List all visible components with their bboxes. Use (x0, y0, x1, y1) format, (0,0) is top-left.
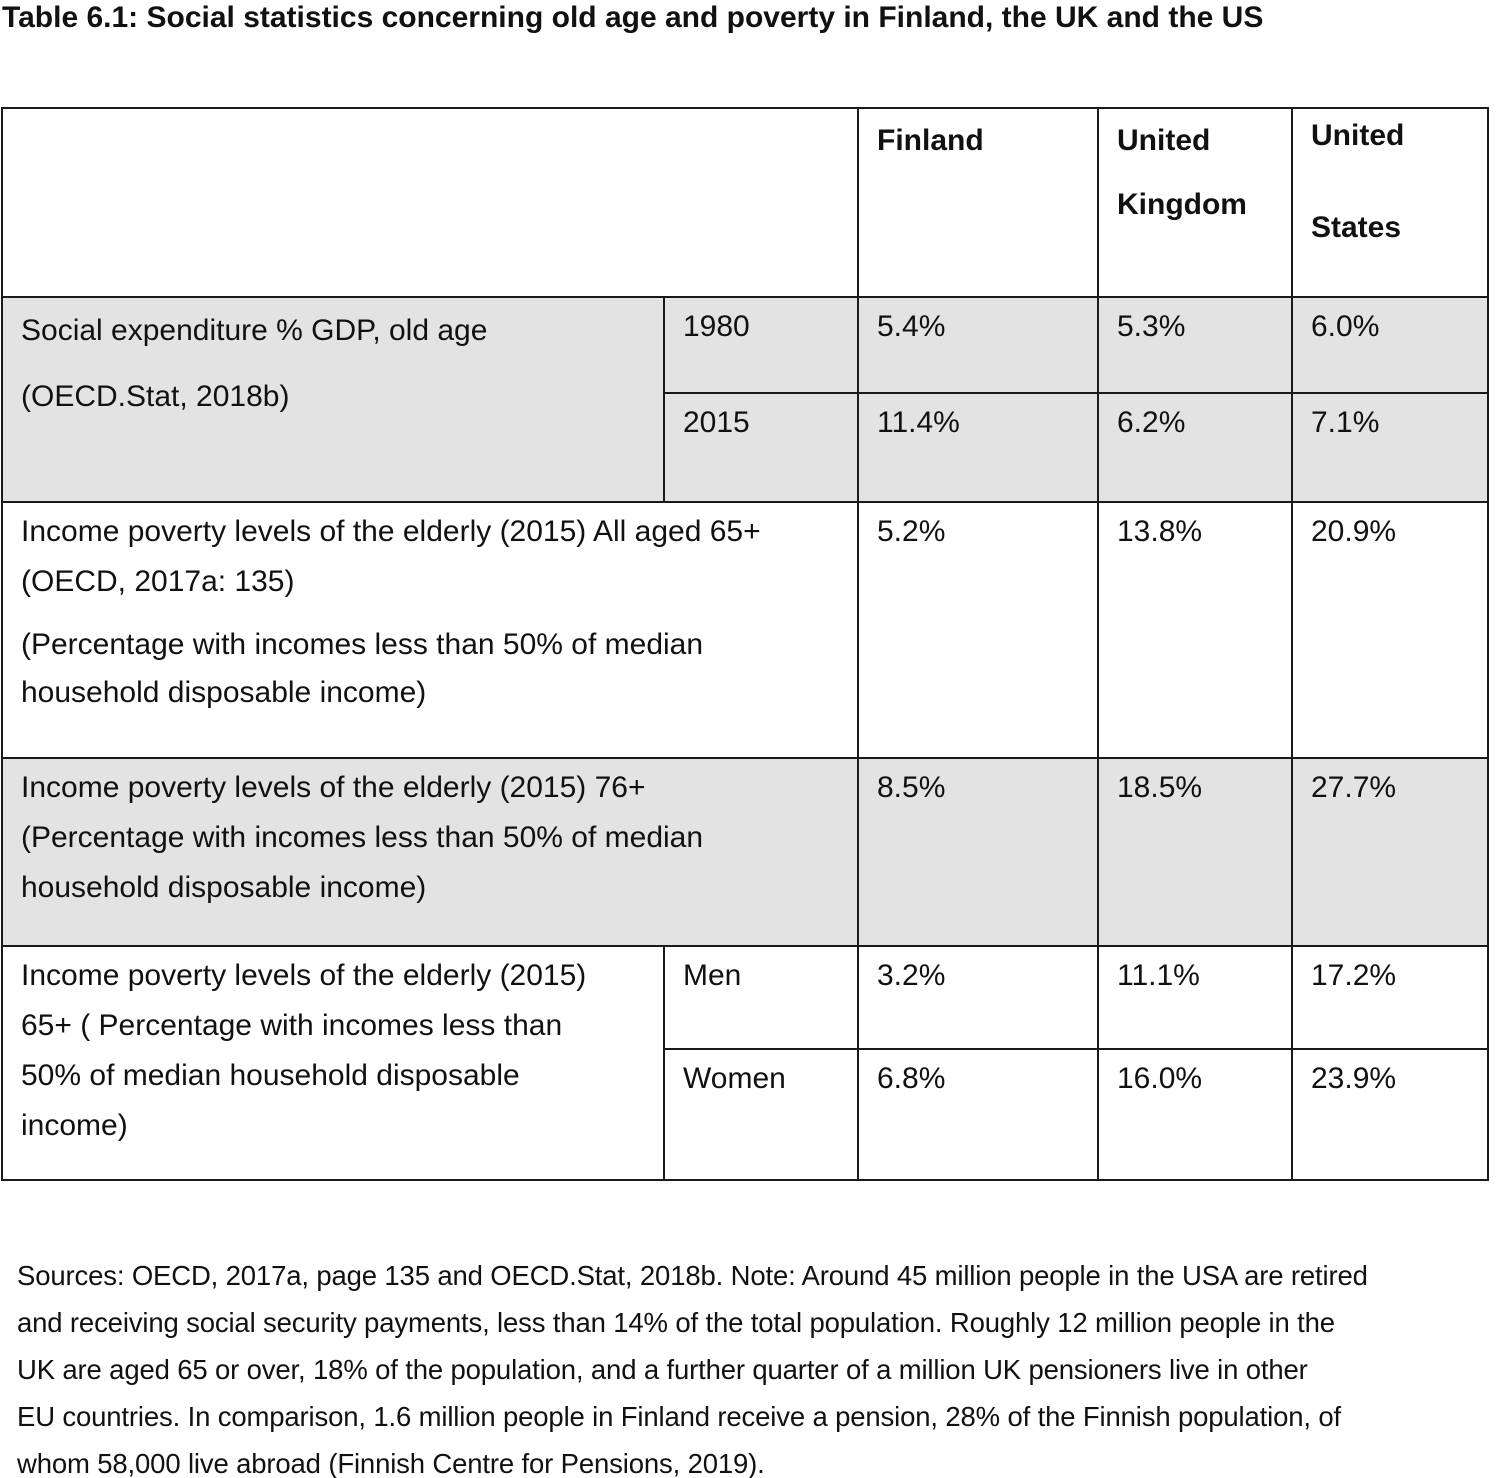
value-cell: 5.2% (858, 502, 1098, 758)
poverty-all-label: Income poverty levels of the elderly (2015) All aged 65+ (OECD, 2017a: 135) (Percentage with incomes less than 50% of median household disposable income) (2, 502, 858, 758)
note-line: and receiving social security payments, less than 14% of the total population. Roughly 12 million people in the (17, 1307, 1335, 1338)
value-cell: 8.5% (858, 758, 1098, 946)
value-cell: 13.8% (1098, 502, 1292, 758)
value-cell: 11.1% (1098, 946, 1292, 1049)
table-row (2, 297, 1488, 393)
group-cell: Women (664, 1049, 858, 1180)
header-united-kingdom: United Kingdom (1098, 108, 1292, 297)
table-row (2, 946, 1488, 1049)
group-cell: Men (664, 946, 858, 1049)
sources-note (17, 1252, 1500, 1478)
value-cell: 5.3% (1098, 297, 1292, 393)
value-cell: 16.0% (1098, 1049, 1292, 1180)
year-cell: 2015 (664, 393, 858, 502)
value-cell: 20.9% (1292, 502, 1488, 758)
header-finland: Finland (858, 108, 1098, 297)
table-title: Table 6.1: Social statistics concerning old age and poverty in Finland, the UK and the US (2, 1, 1264, 34)
value-cell: 18.5% (1098, 758, 1292, 946)
note-line: whom 58,000 live abroad (Finnish Centre for Pensions, 2019). (17, 1448, 765, 1478)
value-cell: 23.9% (1292, 1049, 1488, 1180)
statistics-table (1, 107, 1489, 1181)
value-cell: 17.2% (1292, 946, 1488, 1049)
expenditure-label: Social expenditure % GDP, old age (OECD.Stat, 2018b) (2, 297, 664, 502)
value-cell: 11.4% (858, 393, 1098, 502)
header-united-states: United States (1292, 108, 1488, 297)
poverty-gender-label: Income poverty levels of the elderly (2015) 65+ ( Percentage with incomes less than 50% of median household disposable income) (2, 946, 664, 1180)
value-cell: 6.8% (858, 1049, 1098, 1180)
value-cell: 6.0% (1292, 297, 1488, 393)
year-cell: 1980 (664, 297, 858, 393)
header-empty-cell (2, 108, 858, 297)
value-cell: 5.4% (858, 297, 1098, 393)
value-cell: 27.7% (1292, 758, 1488, 946)
value-cell: 3.2% (858, 946, 1098, 1049)
note-line: Sources: OECD, 2017a, page 135 and OECD.Stat, 2018b. Note: Around 45 million people in the USA are retired (17, 1260, 1368, 1291)
poverty-76-label: Income poverty levels of the elderly (2015) 76+ (Percentage with incomes less than 50% of median household disposable income) (2, 758, 858, 946)
table-row (2, 502, 1488, 758)
value-cell: 6.2% (1098, 393, 1292, 502)
table-row (2, 758, 1488, 946)
header-row (2, 108, 1488, 297)
note-line: UK are aged 65 or over, 18% of the population, and a further quarter of a million UK pensioners live in other (17, 1354, 1308, 1385)
value-cell: 7.1% (1292, 393, 1488, 502)
note-line: EU countries. In comparison, 1.6 million people in Finland receive a pension, 28% of the Finnish population, of (17, 1401, 1341, 1432)
